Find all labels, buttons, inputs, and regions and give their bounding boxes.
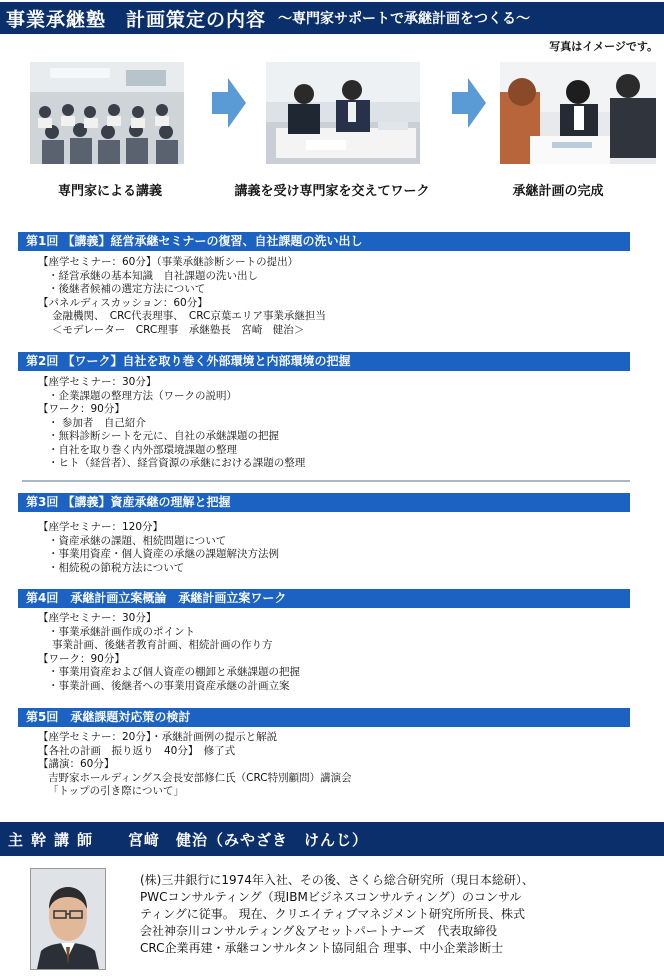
- photo-note: 写真はイメージです。: [549, 40, 658, 53]
- session-line: 【座学セミナー：20分】・承継計画例の提示と解説: [38, 731, 278, 743]
- session-line: ・事業承継計画作成のポイント: [48, 625, 195, 638]
- bio-line: CRC企業再建・承継コンサルタント協同組合 理事、中小企業診断士: [140, 941, 504, 955]
- session-line: ・資産承継の課題、相続問題について: [48, 534, 227, 547]
- arrow-right-icon: [212, 78, 246, 128]
- lecturer-label: 主幹講師: [8, 830, 101, 849]
- lecturer-bio: [140, 872, 652, 957]
- session-line: 【講演：60分】: [38, 758, 115, 770]
- session-5-body: [38, 731, 628, 799]
- workshop-photo: [266, 62, 420, 164]
- lecturer-bar: [0, 822, 664, 856]
- session-line: 【座学セミナー：120分】: [38, 521, 164, 533]
- session-line: 「トップの引き際について」: [48, 785, 184, 797]
- session-3-title: 第3回 【講義】資産承継の理解と把握: [18, 493, 630, 512]
- session-1-title: 第1回 【講義】経営承継セミナーの復習、自社課題の洗い出し: [18, 232, 630, 251]
- session-line: 事業計画、後継者教育計画、相続計画の作り方: [52, 639, 273, 651]
- page-subtitle: ～専門家サポートで承継計画をつくる～: [278, 11, 531, 27]
- session-line: ・企業課題の整理方法（ワークの説明）: [48, 389, 237, 402]
- plan-complete-photo: [500, 62, 656, 164]
- lecture-photo: [30, 62, 184, 164]
- session-line: ・無料診断シートを元に、自社の承継課題の把握: [48, 430, 279, 442]
- session-line: ・経営承継の基本知識 自社課題の洗い出し: [48, 269, 258, 282]
- page-title: 事業承継塾 計画策定の内容: [6, 8, 267, 31]
- session-line: 吉野家ホールディングス会長安部修仁氏（CRC特別顧問）講演会: [48, 771, 352, 784]
- photo-caption: 承継計画の完成: [512, 184, 604, 199]
- session-line: ＜モデレーター CRC理事 承継塾長 宮崎 健治＞: [52, 323, 305, 336]
- session-line: 【座学セミナー：60分】（事業承継診断シートの提出）: [38, 256, 299, 268]
- session-line: ・自社を取り巻く内外部環境課題の整理: [48, 443, 237, 456]
- bio-line: (株)三井銀行に1974年入社、その後、さくら総合研究所（現日本総研）、: [140, 873, 534, 887]
- session-4-body: [38, 612, 628, 693]
- session-line: ・事業計画、後継者への事業用資産承継の計画立案: [48, 679, 290, 692]
- session-3-body: [38, 521, 628, 575]
- session-line: ・事業用資産・個人資産の承継の課題解決方法例: [48, 548, 279, 560]
- session-2-title: 第2回 【ワーク】自社を取り巻く外部環境と内部環境の把握: [18, 352, 630, 371]
- session-line: ・相続税の節税方法について: [48, 561, 185, 574]
- session-line: ・ 参加者 自己紹介: [48, 416, 146, 429]
- session-line: 【座学セミナー：30分】: [38, 612, 157, 624]
- bio-line: 会社神奈川コンサルティング＆アセットパートナーズ 代表取締役: [140, 924, 498, 938]
- session-5-title: 第5回 承継課題対応策の検討: [18, 708, 630, 727]
- lecturer-portrait: [30, 868, 106, 970]
- session-line: 【ワーク：90分】: [38, 652, 125, 665]
- session-line: 【ワーク：90分】: [38, 403, 125, 415]
- lecturer-name: 宮﨑 健治（みやざき けんじ）: [128, 830, 369, 849]
- title-bar: [0, 2, 664, 34]
- session-line: 【パネルディスカッション：60分】: [38, 296, 208, 309]
- session-4-title: 第4回 承継計画立案概論 承継計画立案ワーク: [18, 589, 630, 608]
- section-divider: [22, 480, 630, 482]
- photo-caption: 専門家による講義: [57, 184, 162, 199]
- session-2-body: [38, 376, 628, 471]
- session-line: ・ヒト（経営者）、経営資源の承継における課題の整理: [48, 457, 306, 469]
- session-line: 【各社の計画 振り返り 40分】 修了式: [38, 744, 236, 757]
- session-line: 金融機関、 CRC代表理事、 CRC京葉エリア事業承継担当: [52, 310, 326, 322]
- photo-caption: 講義を受け専門家を交えてワーク: [234, 184, 430, 199]
- arrow-right-icon: [452, 78, 486, 128]
- bio-line: ティングに従事。 現在、クリエイティブマネジメント研究所所長、株式: [140, 907, 526, 921]
- session-line: 【座学セミナー：30分】: [38, 376, 157, 388]
- bio-line: PWCコンサルティング（現IBMビジネスコンサルティング）のコンサル: [140, 890, 522, 904]
- session-line: ・事業用資産および個人資産の棚卸と承継課題の把握: [48, 666, 300, 678]
- session-line: ・後継者候補の選定方法について: [48, 283, 206, 295]
- session-1-body: [38, 256, 628, 337]
